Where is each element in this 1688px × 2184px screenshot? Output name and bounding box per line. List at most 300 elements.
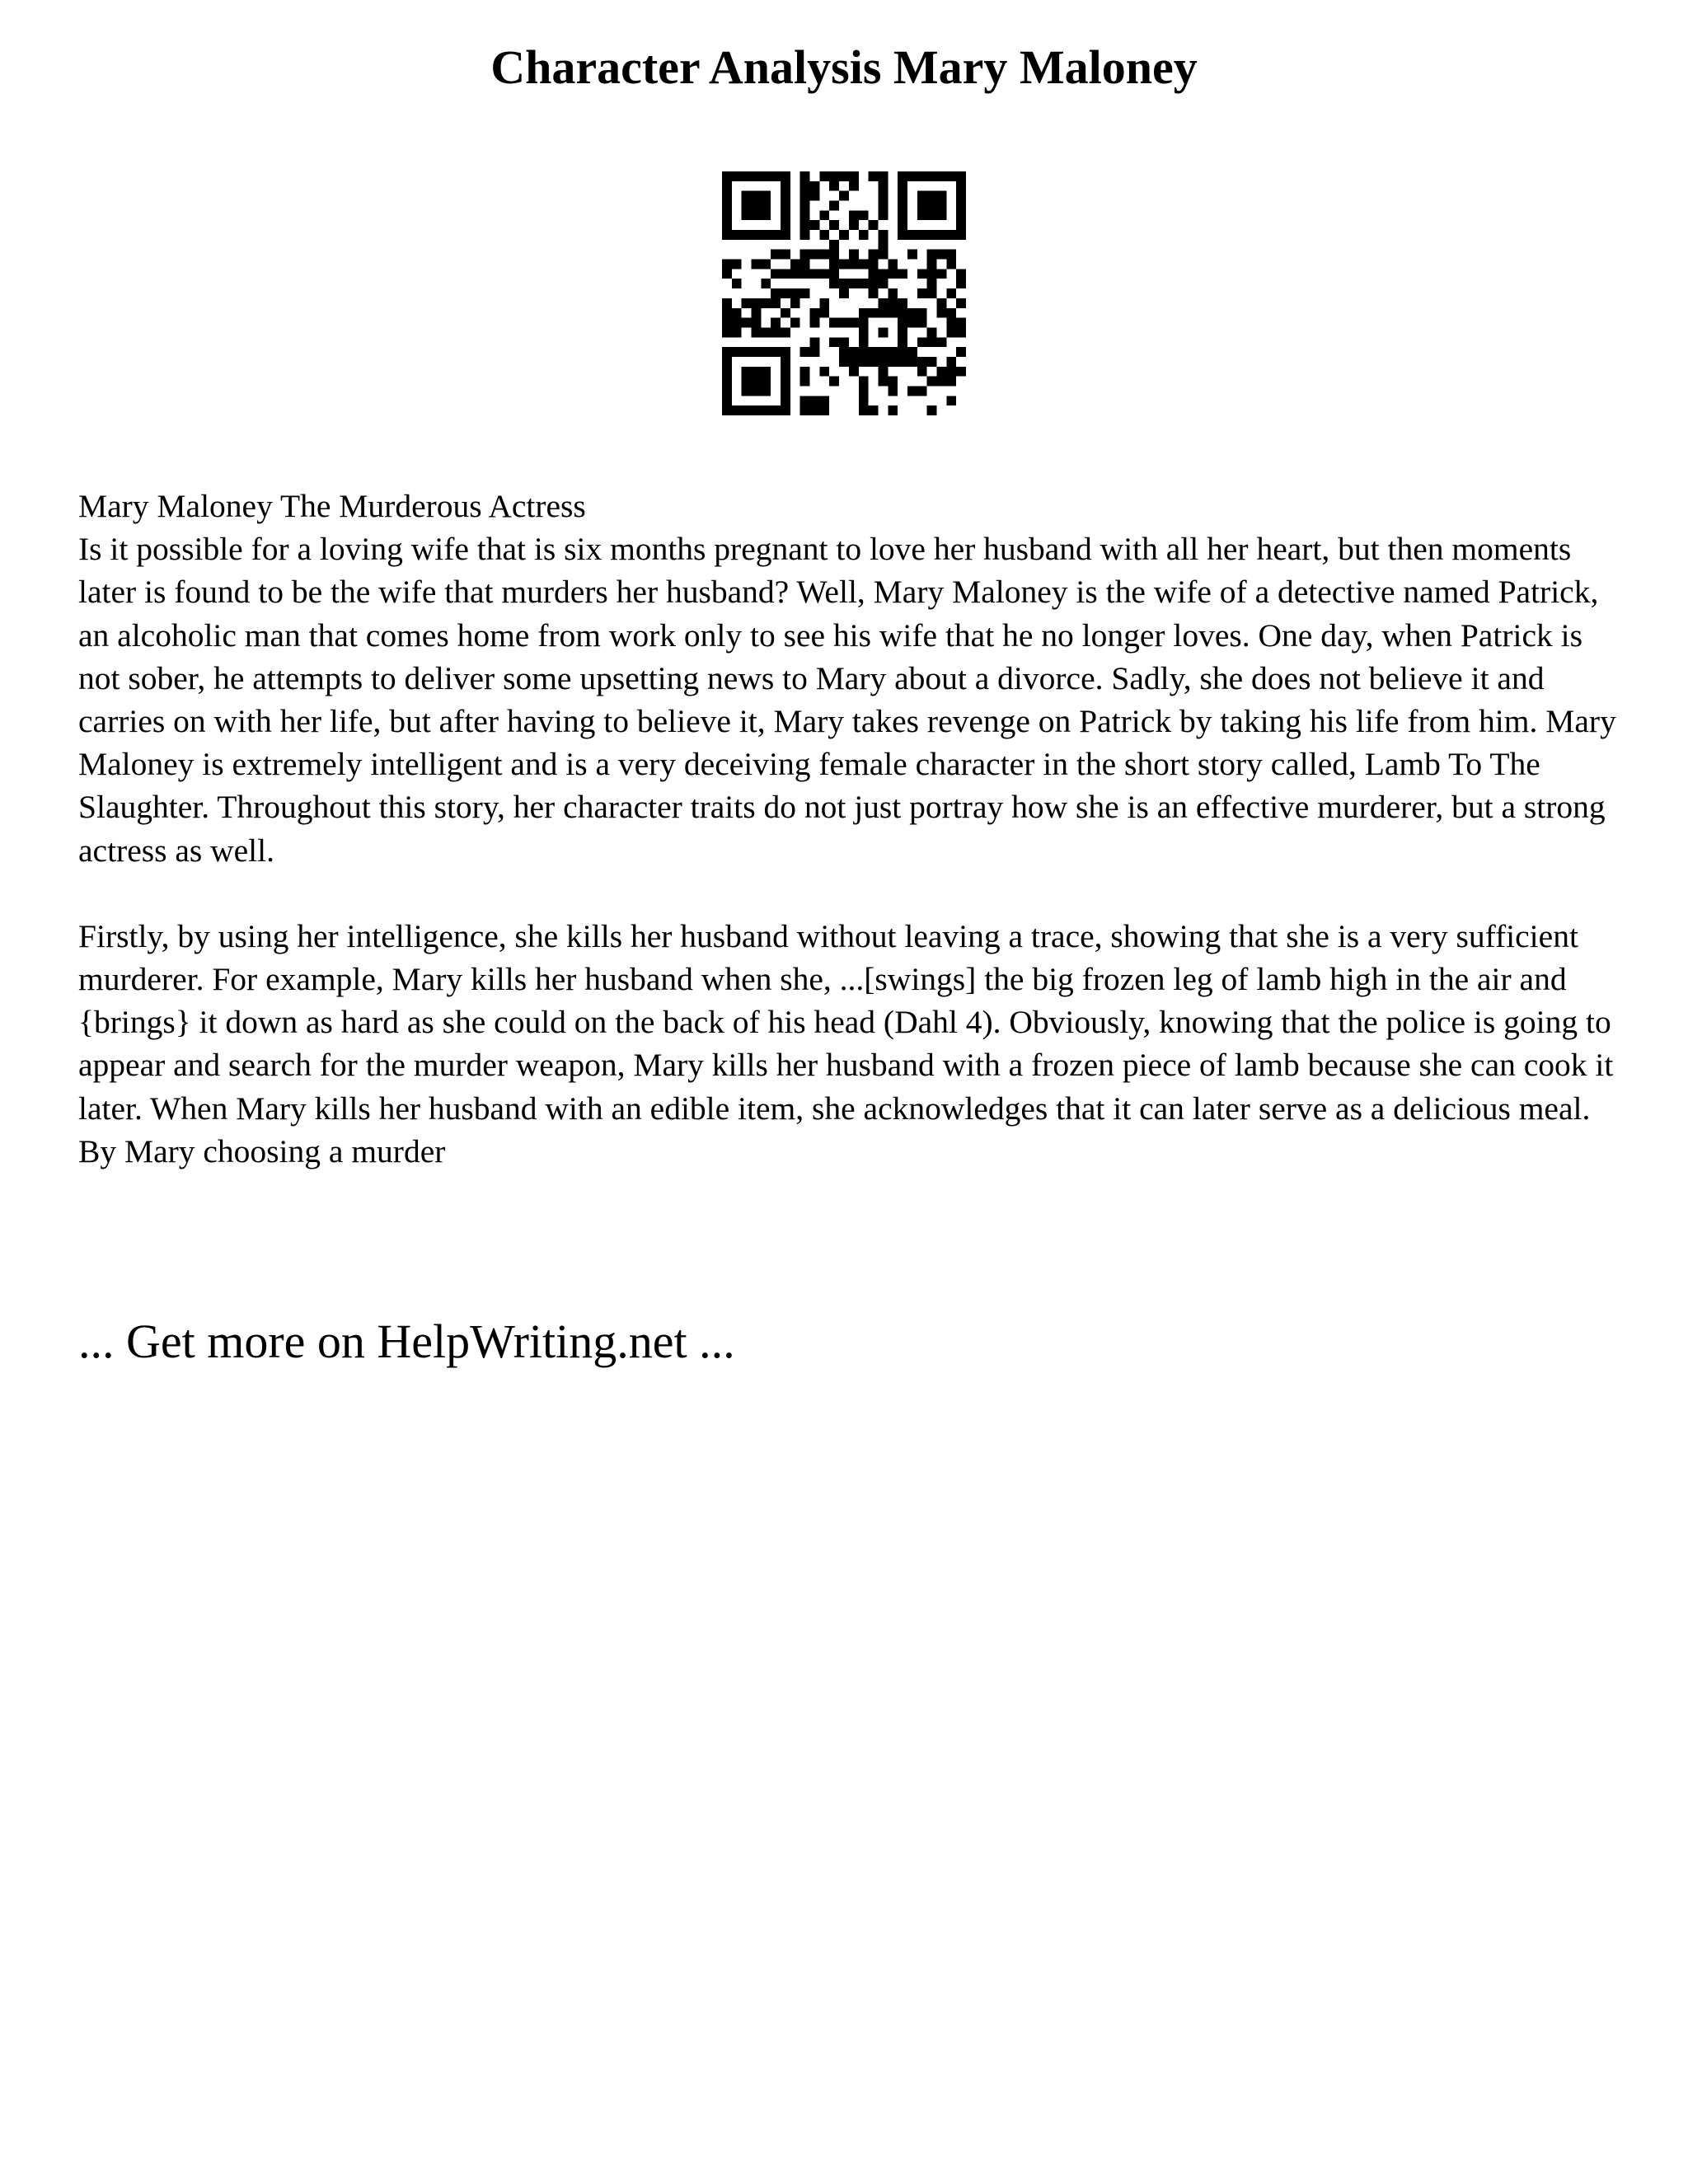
qr-module bbox=[936, 191, 946, 201]
qr-module bbox=[829, 181, 839, 191]
qr-module bbox=[761, 405, 771, 415]
qr-module bbox=[819, 405, 829, 415]
qr-module bbox=[722, 269, 732, 279]
qr-module bbox=[800, 191, 810, 201]
qr-module bbox=[829, 250, 839, 260]
qr-module bbox=[761, 327, 771, 337]
qr-module bbox=[888, 347, 898, 357]
qr-module bbox=[888, 357, 898, 367]
qr-module bbox=[800, 269, 810, 279]
qr-module bbox=[732, 171, 742, 181]
qr-module bbox=[790, 260, 800, 269]
qr-module bbox=[829, 220, 839, 230]
qr-module bbox=[917, 337, 927, 347]
qr-module bbox=[722, 327, 732, 337]
qr-module bbox=[839, 230, 849, 240]
qr-module bbox=[771, 288, 781, 298]
qr-code-icon bbox=[722, 171, 966, 415]
paragraph-1: Is it possible for a loving wife that is six months pregnant to love her husband with all her heart, but then moments later is found to be the wife that murders her husband? Well, Mary Maloney is the wife of a detective named Patrick, an alcoholic man that comes home from work only to see his wife that he no longer loves. One day, when Patrick is not sober, he attempts to deliver some upsetting news to Mary about a divorce. Sadly, she does not believe it and carries on with her life, but after having to believe it, Mary takes revenge on Patrick by taking his life from him. Mary Maloney is extremely intelligent and is a very deceiving female character in the short story called, Lamb To The Slaughter. Throughout this story, her character traits do not just portray how she is an effective murderer, but a strong actress as well. bbox=[78, 531, 1616, 869]
qr-module bbox=[936, 171, 946, 181]
qr-module bbox=[888, 288, 898, 298]
qr-module bbox=[722, 318, 732, 328]
qr-module bbox=[878, 377, 888, 387]
qr-module bbox=[917, 269, 927, 279]
qr-module bbox=[878, 279, 888, 288]
qr-module bbox=[869, 347, 879, 357]
qr-module bbox=[927, 201, 937, 211]
qr-module bbox=[761, 386, 771, 396]
qr-module bbox=[936, 367, 946, 377]
qr-module bbox=[859, 318, 869, 328]
qr-module bbox=[810, 181, 820, 191]
qr-module bbox=[819, 250, 829, 260]
qr-module bbox=[869, 357, 879, 367]
get-more-link[interactable]: ... Get more on HelpWriting.net ... bbox=[78, 1315, 735, 1368]
qr-module bbox=[771, 298, 781, 308]
qr-module bbox=[898, 230, 907, 240]
qr-module bbox=[956, 269, 966, 279]
qr-module bbox=[888, 386, 898, 396]
qr-module bbox=[752, 377, 762, 387]
qr-module bbox=[800, 171, 810, 181]
qr-module bbox=[917, 210, 927, 220]
qr-module bbox=[946, 377, 956, 387]
qr-module bbox=[810, 269, 820, 279]
qr-module bbox=[722, 367, 732, 377]
qr-module bbox=[732, 347, 742, 357]
qr-module bbox=[800, 210, 810, 220]
qr-module bbox=[732, 405, 742, 415]
qr-module bbox=[742, 405, 752, 415]
qr-module bbox=[761, 298, 771, 308]
qr-module bbox=[878, 308, 888, 318]
qr-module bbox=[722, 308, 732, 318]
qr-module bbox=[771, 318, 781, 328]
qr-module bbox=[849, 367, 859, 377]
qr-module bbox=[936, 269, 946, 279]
qr-module bbox=[781, 288, 790, 298]
qr-module bbox=[869, 269, 879, 279]
qr-module bbox=[878, 357, 888, 367]
qr-module bbox=[888, 308, 898, 318]
qr-module bbox=[819, 308, 829, 318]
qr-module bbox=[781, 250, 790, 260]
qr-module bbox=[819, 269, 829, 279]
qr-module bbox=[859, 210, 869, 220]
qr-module bbox=[761, 201, 771, 211]
qr-module bbox=[761, 191, 771, 201]
qr-module bbox=[859, 377, 869, 387]
qr-module bbox=[752, 327, 762, 337]
qr-module bbox=[810, 337, 820, 347]
qr-module bbox=[878, 250, 888, 260]
qr-module bbox=[839, 357, 849, 367]
qr-module bbox=[790, 318, 800, 328]
qr-module bbox=[781, 220, 790, 230]
qr-module bbox=[829, 171, 839, 181]
qr-module bbox=[956, 347, 966, 357]
qr-module bbox=[722, 260, 732, 269]
qr-module bbox=[781, 405, 790, 415]
qr-module bbox=[781, 201, 790, 211]
qr-module bbox=[819, 396, 829, 405]
qr-module bbox=[810, 396, 820, 405]
qr-module bbox=[878, 191, 888, 201]
qr-module bbox=[878, 210, 888, 220]
qr-module bbox=[927, 327, 937, 337]
qr-module bbox=[849, 260, 859, 269]
qr-module bbox=[917, 308, 927, 318]
qr-module bbox=[781, 347, 790, 357]
qr-module bbox=[771, 327, 781, 337]
qr-module bbox=[742, 230, 752, 240]
qr-module bbox=[956, 171, 966, 181]
qr-module bbox=[722, 405, 732, 415]
qr-module bbox=[927, 230, 937, 240]
qr-module bbox=[859, 347, 869, 357]
qr-module bbox=[927, 405, 937, 415]
qr-module bbox=[722, 181, 732, 191]
qr-module bbox=[888, 269, 898, 279]
qr-module bbox=[956, 220, 966, 230]
qr-module bbox=[859, 396, 869, 405]
document-subtitle: Mary Maloney The Murderous Actress bbox=[78, 488, 586, 524]
qr-module bbox=[936, 201, 946, 211]
qr-module bbox=[946, 308, 956, 318]
qr-module bbox=[752, 230, 762, 240]
qr-module bbox=[742, 298, 752, 308]
qr-module bbox=[819, 367, 829, 377]
qr-module bbox=[790, 298, 800, 308]
qr-module bbox=[917, 386, 927, 396]
qr-module bbox=[732, 260, 742, 269]
paragraph-2: Firstly, by using her intelligence, she kills her husband without leaving a trace, showing that she is a very sufficient murderer. For example, Mary kills her husband when she, ...[swings] the big frozen leg of lamb high in the air and {brings} it down as hard as she could on the back of his head (Dahl 4). Obviously, knowing that the police is going to appear and search for the murder weapon, Mary kills her husband with a frozen piece of lamb because she can cook it later. When Mary kills her husband with an edible item, she acknowledges that it can later serve as a delicious meal. By Mary choosing a murder bbox=[78, 917, 1614, 1169]
qr-module bbox=[761, 377, 771, 387]
qr-module bbox=[829, 240, 839, 250]
qr-module bbox=[800, 260, 810, 269]
qr-module bbox=[839, 191, 849, 201]
qr-module bbox=[849, 220, 859, 230]
qr-module bbox=[869, 288, 879, 298]
qr-module bbox=[956, 191, 966, 201]
qr-module bbox=[781, 308, 790, 318]
qr-module bbox=[771, 250, 781, 260]
document-title: Character Analysis Mary Maloney bbox=[490, 40, 1198, 94]
qr-module bbox=[898, 220, 907, 230]
qr-module bbox=[752, 367, 762, 377]
qr-module bbox=[781, 386, 790, 396]
qr-module bbox=[936, 250, 946, 260]
qr-module bbox=[722, 298, 732, 308]
qr-module bbox=[800, 230, 810, 240]
qr-module bbox=[859, 337, 869, 347]
qr-module bbox=[810, 250, 820, 260]
qr-module bbox=[907, 230, 917, 240]
qr-module bbox=[936, 308, 946, 318]
qr-module bbox=[927, 337, 937, 347]
qr-module bbox=[732, 279, 742, 288]
qr-module bbox=[771, 347, 781, 357]
qr-module bbox=[869, 405, 879, 415]
qr-module bbox=[917, 357, 927, 367]
qr-module bbox=[752, 318, 762, 328]
qr-module bbox=[800, 405, 810, 415]
qr-module bbox=[819, 230, 829, 240]
qr-module bbox=[722, 201, 732, 211]
qr-module bbox=[898, 357, 907, 367]
qr-module bbox=[946, 171, 956, 181]
qr-module bbox=[936, 230, 946, 240]
qr-module bbox=[907, 318, 917, 328]
qr-module bbox=[946, 357, 956, 367]
qr-module bbox=[849, 181, 859, 191]
qr-module bbox=[927, 377, 937, 387]
qr-module bbox=[907, 171, 917, 181]
qr-module bbox=[917, 201, 927, 211]
qr-module bbox=[752, 210, 762, 220]
qr-module bbox=[829, 279, 839, 288]
qr-module bbox=[956, 201, 966, 211]
qr-module bbox=[927, 210, 937, 220]
qr-module bbox=[927, 250, 937, 260]
qr-module bbox=[771, 230, 781, 240]
qr-module bbox=[878, 269, 888, 279]
qr-module bbox=[956, 279, 966, 288]
qr-module bbox=[839, 171, 849, 181]
qr-module bbox=[829, 337, 839, 347]
qr-module bbox=[742, 210, 752, 220]
qr-module bbox=[761, 230, 771, 240]
qr-module bbox=[732, 318, 742, 328]
qr-module bbox=[742, 386, 752, 396]
qr-module bbox=[800, 367, 810, 377]
qr-module bbox=[800, 396, 810, 405]
qr-module bbox=[917, 318, 927, 328]
qr-module bbox=[946, 260, 956, 269]
qr-module bbox=[927, 279, 937, 288]
qr-module bbox=[839, 279, 849, 288]
qr-module bbox=[917, 230, 927, 240]
qr-module bbox=[888, 260, 898, 269]
qr-module bbox=[917, 191, 927, 201]
qr-module bbox=[878, 298, 888, 308]
qr-module bbox=[800, 377, 810, 387]
qr-module bbox=[761, 279, 771, 288]
qr-module bbox=[859, 260, 869, 269]
qr-module bbox=[810, 405, 820, 415]
qr-module bbox=[849, 171, 859, 181]
qr-module bbox=[898, 327, 907, 337]
qr-module bbox=[742, 201, 752, 211]
qr-module bbox=[898, 269, 907, 279]
qr-module bbox=[790, 269, 800, 279]
qr-module bbox=[859, 405, 869, 415]
qr-module bbox=[869, 260, 879, 269]
qr-module bbox=[936, 298, 946, 308]
qr-module bbox=[946, 318, 956, 328]
qr-module bbox=[869, 308, 879, 318]
qr-module bbox=[849, 210, 859, 220]
qr-module bbox=[859, 230, 869, 240]
qr-module bbox=[936, 337, 946, 347]
qr-module bbox=[859, 386, 869, 396]
qr-module bbox=[722, 191, 732, 201]
qr-module bbox=[839, 347, 849, 357]
qr-module bbox=[722, 220, 732, 230]
qr-module bbox=[898, 347, 907, 357]
qr-module bbox=[761, 260, 771, 269]
qr-module bbox=[956, 210, 966, 220]
qr-module bbox=[810, 220, 820, 230]
qr-module bbox=[869, 279, 879, 288]
qr-module bbox=[829, 377, 839, 387]
qr-module bbox=[800, 288, 810, 298]
qr-module bbox=[898, 201, 907, 211]
qr-module bbox=[839, 260, 849, 269]
qr-module bbox=[849, 347, 859, 357]
qr-module bbox=[878, 367, 888, 377]
qr-module bbox=[936, 210, 946, 220]
qr-module bbox=[819, 298, 829, 308]
qr-module bbox=[946, 230, 956, 240]
qr-module bbox=[761, 367, 771, 377]
qr-module bbox=[907, 386, 917, 396]
qr-module bbox=[722, 396, 732, 405]
qr-module bbox=[878, 240, 888, 250]
qr-module bbox=[917, 288, 927, 298]
qr-module bbox=[810, 318, 820, 328]
qr-module bbox=[878, 347, 888, 357]
qr-module bbox=[742, 367, 752, 377]
qr-module bbox=[781, 181, 790, 191]
qr-module bbox=[781, 171, 790, 181]
qr-module bbox=[742, 347, 752, 357]
qr-module bbox=[936, 377, 946, 387]
qr-module bbox=[898, 210, 907, 220]
qr-module bbox=[752, 405, 762, 415]
qr-module bbox=[917, 367, 927, 377]
qr-module bbox=[781, 269, 790, 279]
qr-module bbox=[781, 357, 790, 367]
paragraph-spacer bbox=[78, 872, 1628, 915]
qr-module bbox=[907, 357, 917, 367]
qr-module bbox=[800, 250, 810, 260]
qr-module bbox=[898, 191, 907, 201]
qr-module bbox=[742, 191, 752, 201]
qr-module bbox=[800, 201, 810, 211]
qr-module bbox=[819, 171, 829, 181]
qr-module bbox=[752, 260, 762, 269]
qr-module bbox=[859, 327, 869, 337]
qr-module bbox=[946, 367, 956, 377]
qr-module bbox=[956, 230, 966, 240]
qr-module bbox=[888, 405, 898, 415]
qr-module bbox=[829, 269, 839, 279]
qr-module bbox=[722, 386, 732, 396]
qr-module bbox=[781, 327, 790, 337]
qr-module bbox=[781, 230, 790, 240]
qr-module bbox=[898, 318, 907, 328]
qr-module bbox=[907, 308, 917, 318]
qr-module bbox=[781, 191, 790, 201]
qr-module bbox=[946, 250, 956, 260]
qr-module bbox=[859, 357, 869, 367]
qr-module bbox=[839, 288, 849, 298]
qr-module bbox=[946, 288, 956, 298]
qr-module bbox=[956, 367, 966, 377]
qr-module bbox=[761, 347, 771, 357]
qr-module bbox=[752, 201, 762, 211]
qr-module bbox=[849, 357, 859, 367]
qr-module bbox=[722, 377, 732, 387]
qr-module bbox=[849, 318, 859, 328]
qr-module bbox=[927, 357, 937, 367]
qr-module bbox=[761, 210, 771, 220]
qr-module bbox=[898, 337, 907, 347]
qr-module bbox=[800, 181, 810, 191]
qr-module bbox=[839, 337, 849, 347]
qr-module bbox=[722, 357, 732, 367]
qr-module bbox=[956, 298, 966, 308]
qr-module bbox=[781, 396, 790, 405]
qr-module bbox=[752, 298, 762, 308]
qr-module bbox=[927, 260, 937, 269]
qr-module bbox=[752, 191, 762, 201]
qr-module bbox=[810, 191, 820, 201]
qr-module bbox=[839, 318, 849, 328]
qr-module bbox=[898, 171, 907, 181]
qr-module bbox=[907, 347, 917, 357]
qr-module bbox=[878, 201, 888, 211]
qr-module bbox=[781, 367, 790, 377]
qr-module bbox=[859, 308, 869, 318]
qr-module bbox=[956, 327, 966, 337]
qr-module bbox=[781, 210, 790, 220]
qr-module bbox=[742, 171, 752, 181]
qr-module bbox=[742, 318, 752, 328]
qr-module bbox=[956, 318, 966, 328]
qr-module bbox=[732, 230, 742, 240]
qr-module bbox=[781, 377, 790, 387]
qr-module bbox=[829, 260, 839, 269]
qr-module bbox=[888, 377, 898, 387]
qr-module bbox=[810, 347, 820, 357]
qr-module bbox=[790, 288, 800, 298]
qr-module bbox=[829, 201, 839, 211]
qr-module bbox=[761, 171, 771, 181]
qr-module bbox=[869, 171, 879, 181]
qr-module bbox=[878, 171, 888, 181]
qr-module bbox=[898, 298, 907, 308]
qr-module bbox=[869, 250, 879, 260]
qr-module bbox=[907, 250, 917, 260]
qr-module bbox=[927, 171, 937, 181]
qr-module bbox=[888, 298, 898, 308]
qr-module bbox=[898, 308, 907, 318]
qr-module bbox=[800, 347, 810, 357]
qr-module bbox=[878, 230, 888, 240]
qr-module bbox=[810, 308, 820, 318]
qr-module bbox=[927, 191, 937, 201]
qr-module bbox=[956, 181, 966, 191]
qr-module bbox=[819, 210, 829, 220]
qr-module bbox=[742, 377, 752, 387]
qr-module bbox=[752, 386, 762, 396]
qr-module bbox=[771, 269, 781, 279]
qr-module bbox=[732, 327, 742, 337]
qr-module bbox=[732, 308, 742, 318]
qr-module bbox=[752, 171, 762, 181]
